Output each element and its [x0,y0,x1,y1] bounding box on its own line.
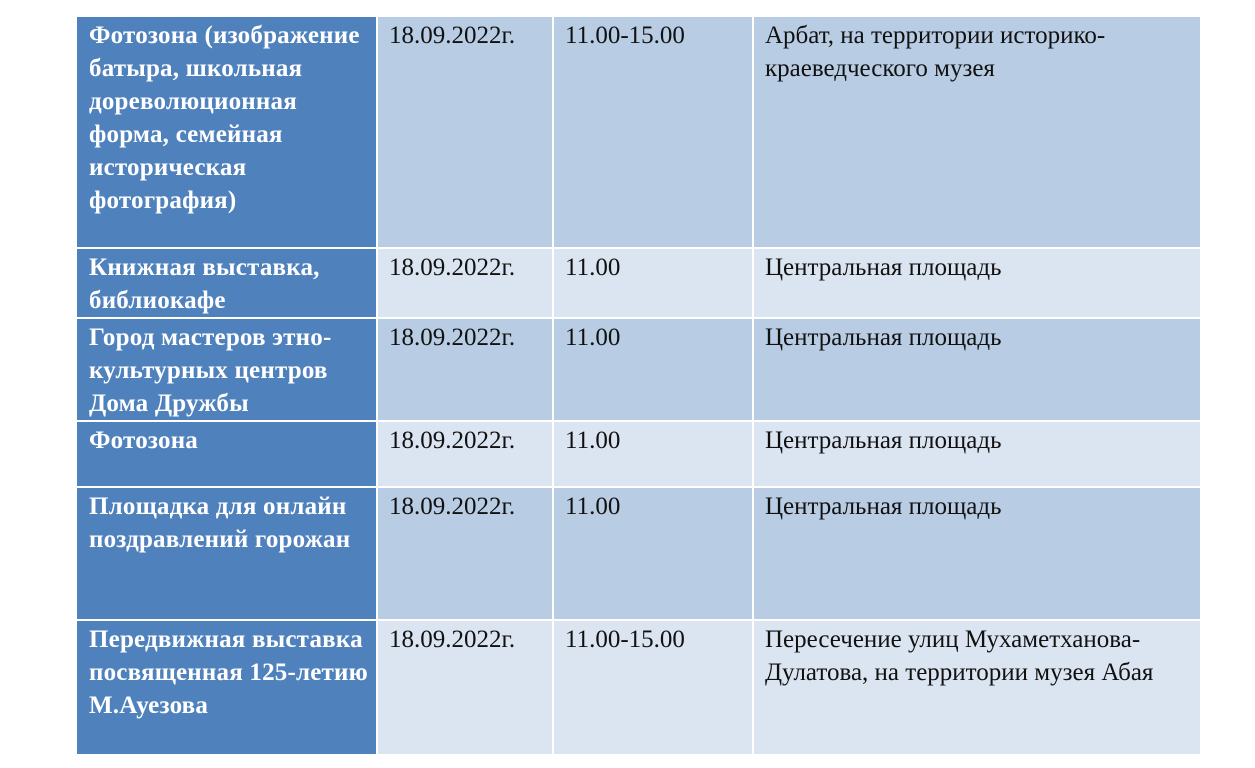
event-place-cell: Центральная площадь [753,248,1201,318]
table-row [77,248,1201,318]
table-row [77,487,1201,620]
table-row [77,17,1201,248]
event-date-cell: 18.09.2022г. [377,17,553,248]
event-date-cell: 18.09.2022г. [377,318,553,421]
event-date-cell: 18.09.2022г. [377,620,553,755]
event-time-cell: 11.00 [553,421,753,487]
event-time-cell: 11.00-15.00 [553,620,753,755]
event-name-cell: Книжная выставка, библиокафе [77,248,377,318]
event-place-cell: Центральная площадь [753,421,1201,487]
event-name-cell: Город мастеров этно-культурных центров Дома Дружбы [77,318,377,421]
table-row [77,620,1201,755]
event-name-cell: Передвижная выставка посвященная 125-летию М.Ауезова [77,620,377,755]
event-place-cell: Арбат, на территории историко-краеведческого музея [753,17,1201,248]
event-place-cell: Пересечение улиц Мухаметханова-Дулатова, на территории музея Абая [753,620,1201,755]
event-name-cell: Фотозона (изображение батыра, школьная дореволюционная форма, семейная историческая фотография) [77,17,377,248]
event-place-cell: Центральная площадь [753,318,1201,421]
event-time-cell: 11.00 [553,487,753,620]
event-date-cell: 18.09.2022г. [377,248,553,318]
event-date-cell: 18.09.2022г. [377,487,553,620]
event-place-cell: Центральная площадь [753,487,1201,620]
event-time-cell: 11.00 [553,248,753,318]
event-name-cell: Фотозона [77,421,377,487]
events-schedule-table [77,17,1202,756]
event-date-cell: 18.09.2022г. [377,421,553,487]
event-time-cell: 11.00 [553,318,753,421]
event-time-cell: 11.00-15.00 [553,17,753,248]
event-name-cell: Площадка для онлайн поздравлений горожан [77,487,377,620]
table-row [77,318,1201,421]
table-row [77,421,1201,487]
